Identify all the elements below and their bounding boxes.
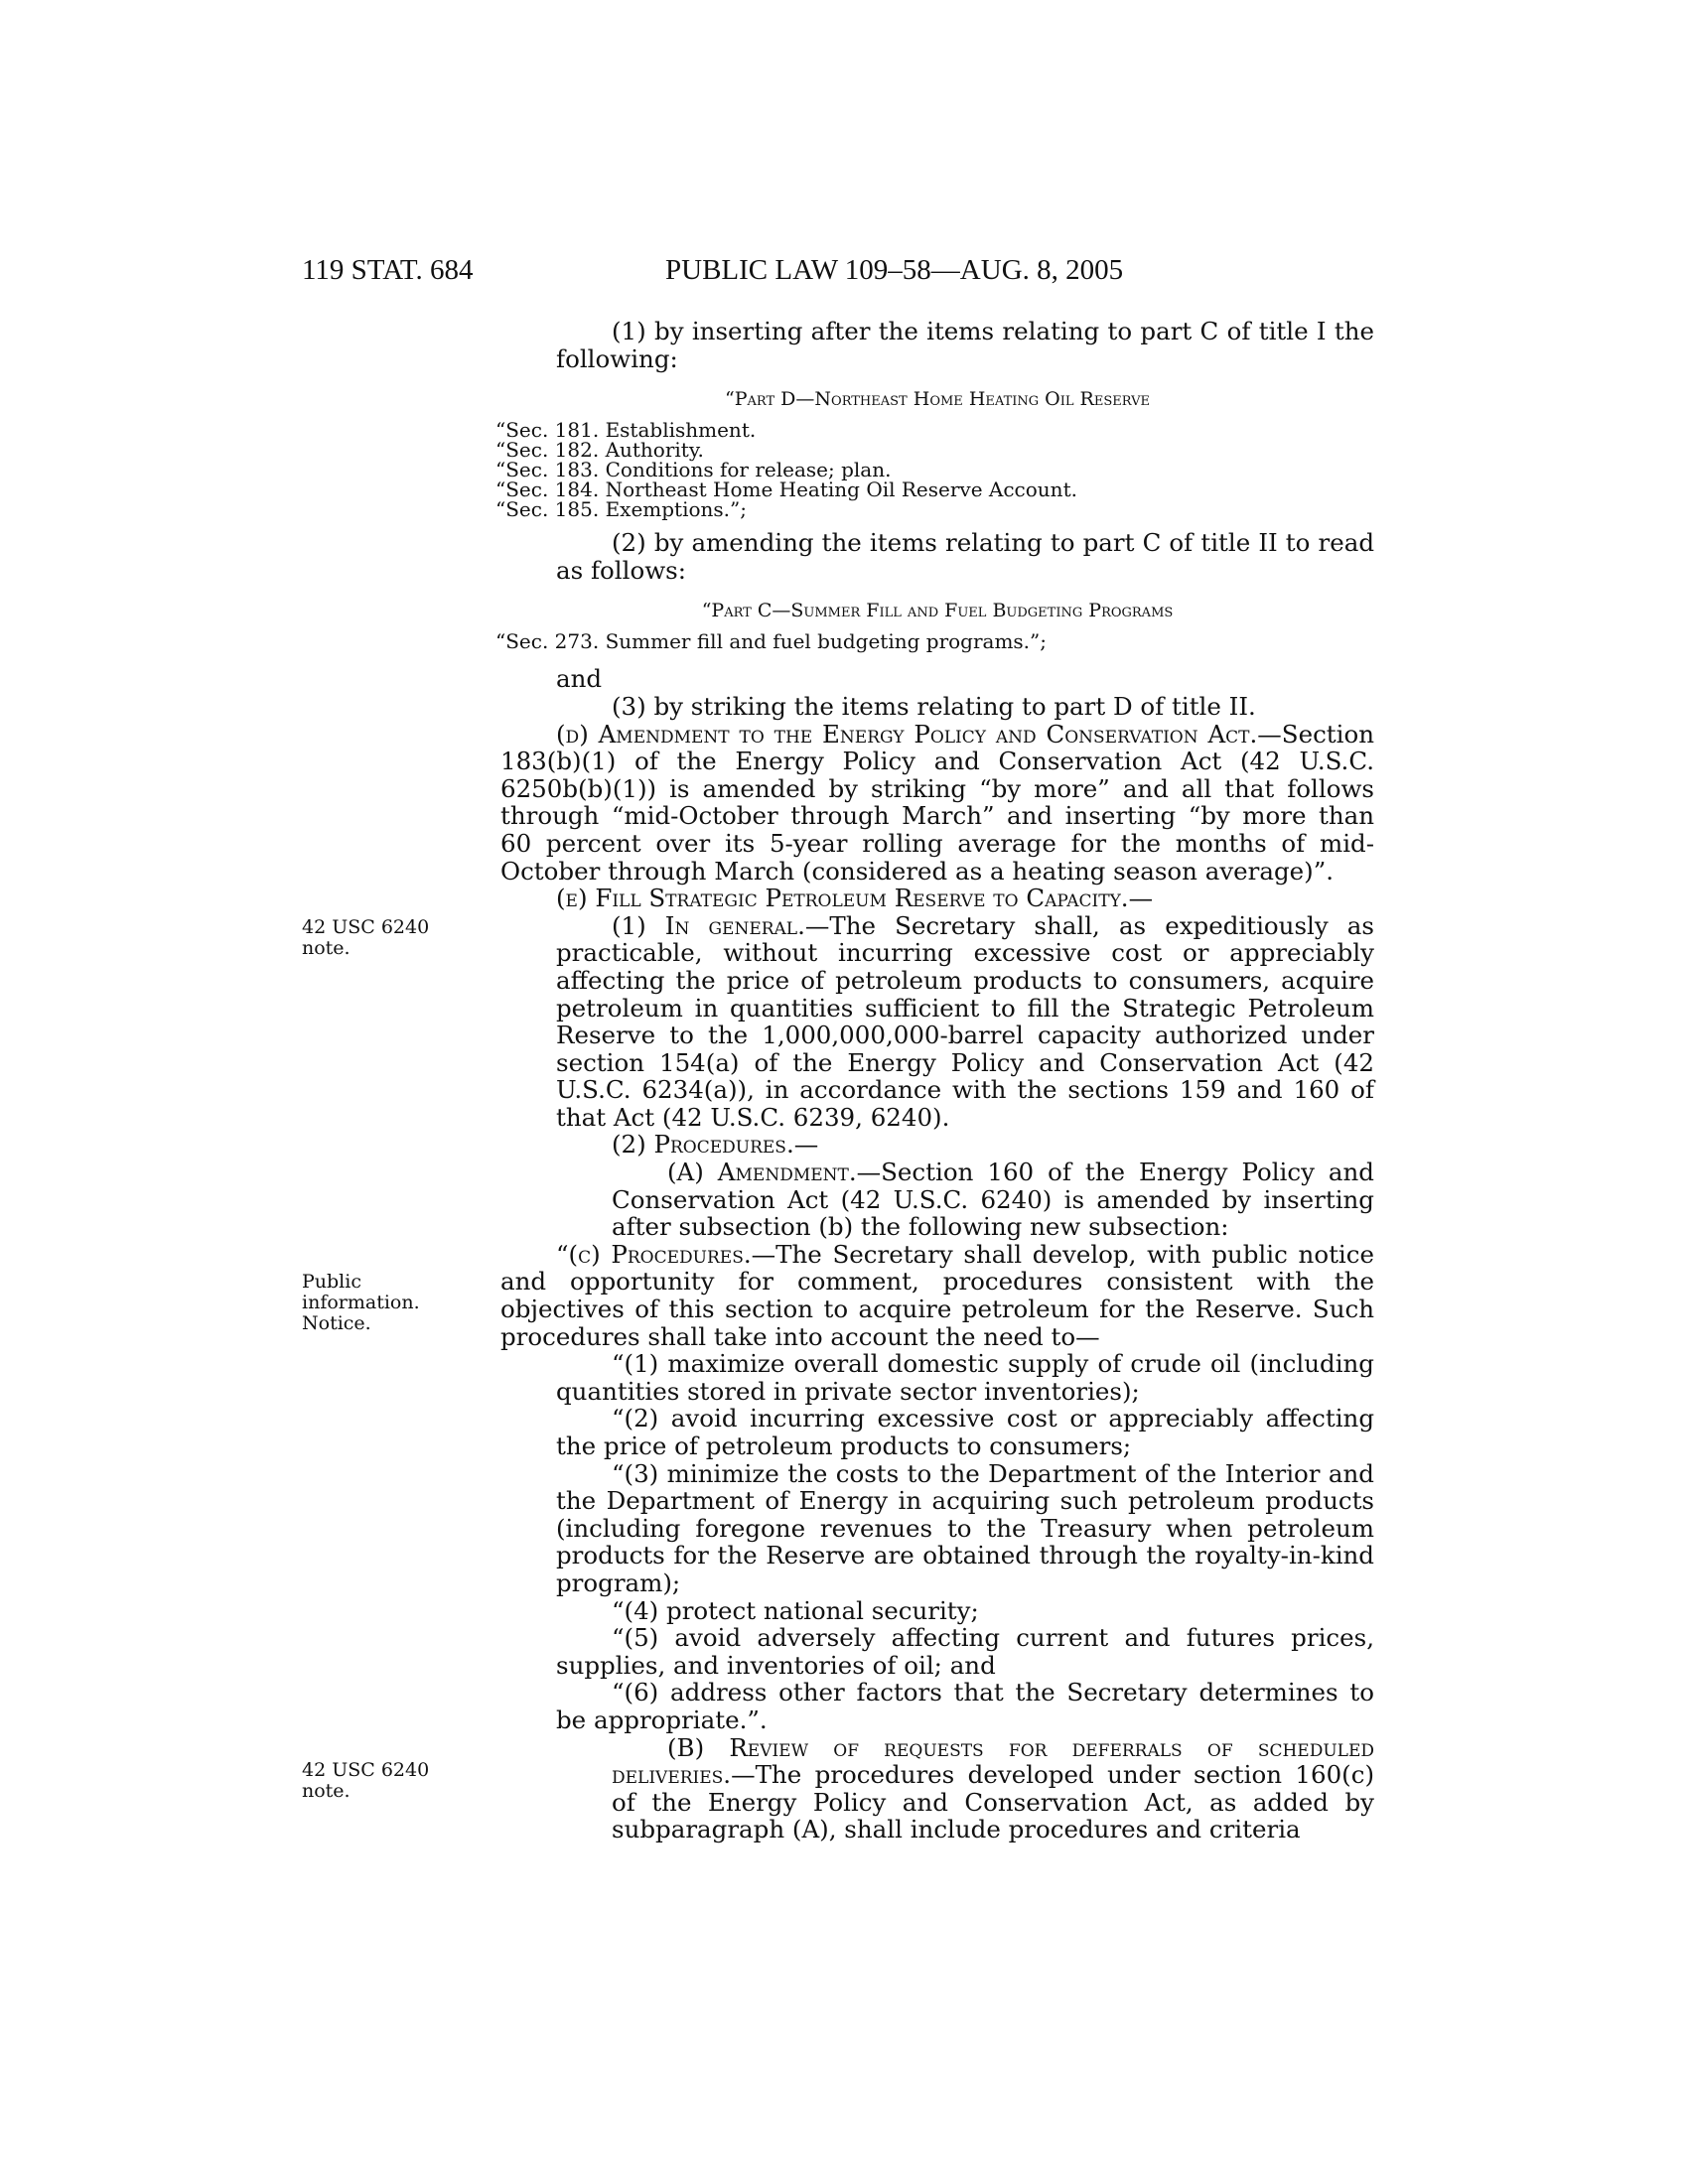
list-item: “(3) minimize the costs to the Department of the Interior and the Department of Energy in acquiring such petroleum products (including foregone revenues to the Treasury when petroleum products for the Reserve are obtained through the royalty-in-kind program);	[556, 1458, 1374, 1597]
subsection-d-heading: (d) Amendment to the Energy Policy and Conservation Act.	[556, 719, 1258, 749]
toc-item: “Sec. 182. Authority.	[495, 438, 704, 463]
paragraph-e1	[500, 912, 1374, 1132]
inserted-subsection-c-text: —The Secretary shall develop, with public notice and opportunity for comment, procedures consistent with the objectives of this section to acquire petroleum for the Reserve. Such procedures shall take into account the need to—	[500, 1239, 1374, 1351]
toc-item: “Sec. 181. Establishment.	[495, 418, 757, 443]
paragraph-3: (3) by striking the items relating to part D of title II.	[612, 691, 1256, 721]
list-item: “(5) avoid adversely affecting current and futures prices, supplies, and inventories of oil; and	[556, 1623, 1374, 1680]
public-law-title: PUBLIC LAW 109–58—AUG. 8, 2005	[665, 254, 1124, 286]
and-connector: and	[556, 664, 603, 694]
margin-note-usc: 42 USC 6240 note.	[302, 916, 430, 959]
list-item: “(6) address other factors that the Secretary determines to be appropriate.”.	[556, 1678, 1374, 1734]
subsection-d-text: —Section 183(b)(1) of the Energy Policy and Conservation Act (42 U.S.C. 6250b(b)(1)) is amended by striking “by more” and all that follows through “mid-October through March” and inserting “by more than 60 percent over its 5-year rolling average for the months of mid-October through March (considered as a heating season average)”.	[500, 719, 1374, 886]
subparagraph-b	[500, 1734, 1374, 1843]
subparagraph-a-heading: (A) Amendment.	[667, 1158, 857, 1187]
paragraph-e1-text: —The Secretary shall, as expeditiously as practicable, without incurring excessive cost or appreciably affecting the price of petroleum products to consumers, acquire petroleum in quantities sufficient to fill the Strategic Petroleum Reserve to the 1,000,000,000-barrel capacity authorized under section 154(a) of the Energy Policy and Conservation Act (42 U.S.C. 6234(a)), in accordance with the sections 159 and 160 of that Act (42 U.S.C. 6239, 6240).	[556, 910, 1374, 1132]
list-item: “(1) maximize overall domestic supply of crude oil (including quantities stored in private sector inventories);	[556, 1349, 1374, 1406]
document-body	[495, 317, 1374, 1844]
part-d-heading: “Part D—Northeast Home Heating Oil Reserve	[725, 388, 1150, 411]
toc-item: “Sec. 183. Conditions for release; plan.	[495, 458, 892, 482]
subparagraph-b-heading: (B) Review of requests for deferrals of scheduled deliveries.	[612, 1732, 1374, 1790]
margin-note-usc-2: 42 USC 6240 note.	[302, 1759, 430, 1802]
inserted-subsection-c	[500, 1241, 1374, 1350]
subparagraph-a-text: —Section 160 of the Energy Policy and Conservation Act (42 U.S.C. 6240) is amended by inserting after subsection (b) the following new subsection:	[612, 1158, 1374, 1242]
part-c-heading: “Part C—Summer Fill and Fuel Budgeting Programs	[701, 600, 1174, 622]
subparagraph-b-text: —The procedures developed under section 160(c) of the Energy Policy and Conservation Act, as added by subparagraph (A), shall include procedures and criteria	[612, 1760, 1374, 1844]
toc-item: “Sec. 184. Northeast Home Heating Oil Reserve Account.	[495, 478, 1077, 502]
paragraph-e2-heading: (2) Procedures.—	[612, 1130, 819, 1160]
stat-reference: 119 STAT. 684	[302, 254, 474, 286]
paragraph-e1-heading: (1) In general.	[612, 910, 805, 940]
list-item: “(4) protect national security;	[612, 1595, 979, 1625]
toc-part-d	[495, 418, 1374, 522]
margin-note-public-information: Public information. Notice.	[302, 1271, 420, 1334]
subparagraph-a	[500, 1159, 1374, 1241]
paragraph-1: (1) by inserting after the items relating to part C of title I the following:	[556, 317, 1374, 373]
paragraph-2: (2) by amending the items relating to part C of title II to read as follows:	[556, 528, 1374, 585]
subsection-d	[500, 721, 1374, 886]
toc-item: “Sec. 273. Summer fill and fuel budgeting programs.”;	[495, 629, 1047, 654]
inserted-subsection-c-heading: “(c) Procedures.	[556, 1239, 752, 1269]
subsection-e-heading: (e) Fill Strategic Petroleum Reserve to Capacity.—	[556, 884, 1154, 913]
toc-item: “Sec. 185. Exemptions.”;	[495, 497, 747, 522]
list-item: “(2) avoid incurring excessive cost or appreciably affecting the price of petroleum products to consumers;	[556, 1404, 1374, 1460]
toc-part-c	[495, 629, 1374, 654]
page-header	[0, 250, 1688, 290]
